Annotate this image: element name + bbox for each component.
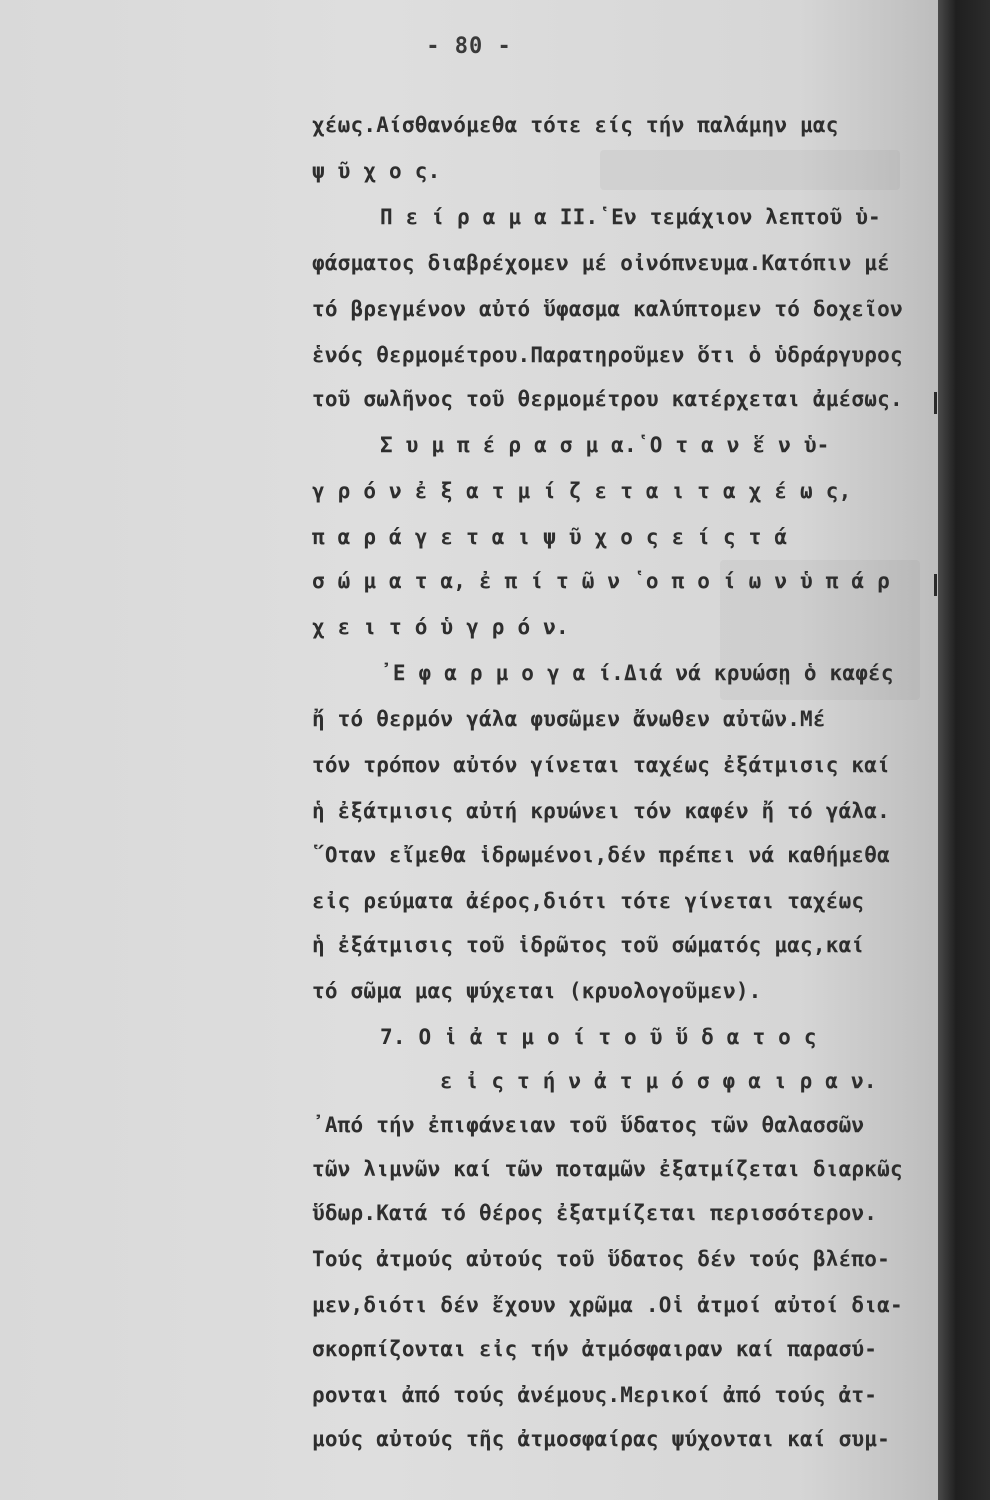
- text-line: ᾿Από τήν ἐπιφάνειαν τοῦ ὕδατος τῶν θαλασσῶν: [312, 1113, 865, 1137]
- section-heading: 7. Ο ἱ ἀ τ μ ο ί τ ο ῦ ὕ δ α τ ο ς: [380, 1025, 817, 1049]
- text-line: ἤ τό θερμόν γάλα φυσῶμεν ἄνωθεν αὐτῶν.Μέ: [312, 707, 826, 731]
- text-line: ἑνός θερμομέτρου.Παρατηροῦμεν ὅτι ὁ ὑδράργυρος: [312, 343, 903, 367]
- text-line: τό σῶμα μας ψύχεται (κρυολογοῦμεν).: [312, 979, 762, 1003]
- text-line: ἡ ἐξάτμισις αὐτή κρυώνει τόν καφέν ἤ τό γάλα.: [312, 799, 890, 823]
- margin-mark: [934, 574, 937, 596]
- text-line: Τούς ἀτμούς αὐτούς τοῦ ὕδατος δέν τούς βλέπο-: [312, 1247, 890, 1271]
- text-line: φάσματος διαβρέχομεν μέ οἰνόπνευμα.Κατόπιν μέ: [312, 251, 890, 275]
- page-number: - 80 -: [426, 34, 512, 59]
- text-line: ρονται ἀπό τούς ἀνέμους.Μερικοί ἀπό τούς ἀτ-: [312, 1383, 878, 1407]
- text-line: μεν,διότι δέν ἔχουν χρῶμα .Οἱ ἀτμοί αὐτοί δια-: [312, 1293, 903, 1317]
- margin-mark: [934, 392, 937, 414]
- text-line: τοῦ σωλῆνος τοῦ θερμομέτρου κατέρχεται ἀμέσως.: [312, 387, 903, 411]
- text-line: ῞Οταν εἴμεθα ἱδρωμένοι,δέν πρέπει νά καθήμεθα: [312, 843, 890, 867]
- scan-background-edge: [938, 0, 990, 1500]
- text-line: σκορπίζονται εἰς τήν ἀτμόσφαιραν καί παρασύ-: [312, 1337, 878, 1361]
- text-line: τῶν λιμνῶν καί τῶν ποταμῶν ἐξατμίζεται διαρκῶς: [312, 1157, 903, 1181]
- section-heading-continued: ε ἰ ς τ ή ν ἀ τ μ ό σ φ α ι ρ α ν.: [440, 1069, 877, 1093]
- spaced-text-line: π α ρ ά γ ε τ α ι ψ ῦ χ ο ς ε ί ς τ ά: [312, 525, 788, 549]
- text-line: ἡ ἐξάτμισις τοῦ ἱδρῶτος τοῦ σώματός μας,καί: [312, 933, 865, 957]
- text-line: ψ ῦ χ ο ς.: [312, 159, 441, 183]
- spaced-text-line: γ ρ ό ν ἐ ξ α τ μ ί ζ ε τ α ι τ α χ έ ω ς,: [312, 479, 852, 503]
- text-line: εἰς ρεύματα ἀέρος,διότι τότε γίνεται ταχέως: [312, 889, 865, 913]
- text-line: τόν τρόπον αὐτόν γίνεται ταχέως ἐξάτμισις καί: [312, 753, 890, 777]
- applications-heading: ᾿Ε φ α ρ μ ο γ α ί.Διά νά κρυώσῃ ὁ καφές: [380, 661, 894, 685]
- bleed-through-shadow: [600, 150, 900, 190]
- text-line: χέως.Αίσθανόμεθα τότε είς τήν παλάμην μας: [312, 113, 839, 137]
- experiment-heading: Π ε ί ρ α μ α ΙΙ.῾Εν τεμάχιον λεπτοῦ ὑ-: [380, 205, 881, 229]
- spaced-text-line: χ ε ι τ ό ὑ γ ρ ό ν.: [312, 615, 569, 639]
- text-line: ὕδωρ.Κατά τό θέρος ἐξατμίζεται περισσότερον.: [312, 1201, 878, 1225]
- text-line: μούς αὐτούς τῆς ἀτμοσφαίρας ψύχονται καί συμ-: [312, 1427, 890, 1451]
- spaced-text-line: σ ώ μ α τ α, ἐ π ί τ ῶ ν ῾ο π ο ί ω ν ὑ π ά ρ: [312, 569, 890, 593]
- text-line: τό βρεγμένον αὐτό ὕφασμα καλύπτομεν τό δοχεῖον: [312, 297, 903, 321]
- conclusion-heading: Σ υ μ π έ ρ α σ μ α.῾Ο τ α ν ἕ ν ὑ-: [380, 433, 830, 457]
